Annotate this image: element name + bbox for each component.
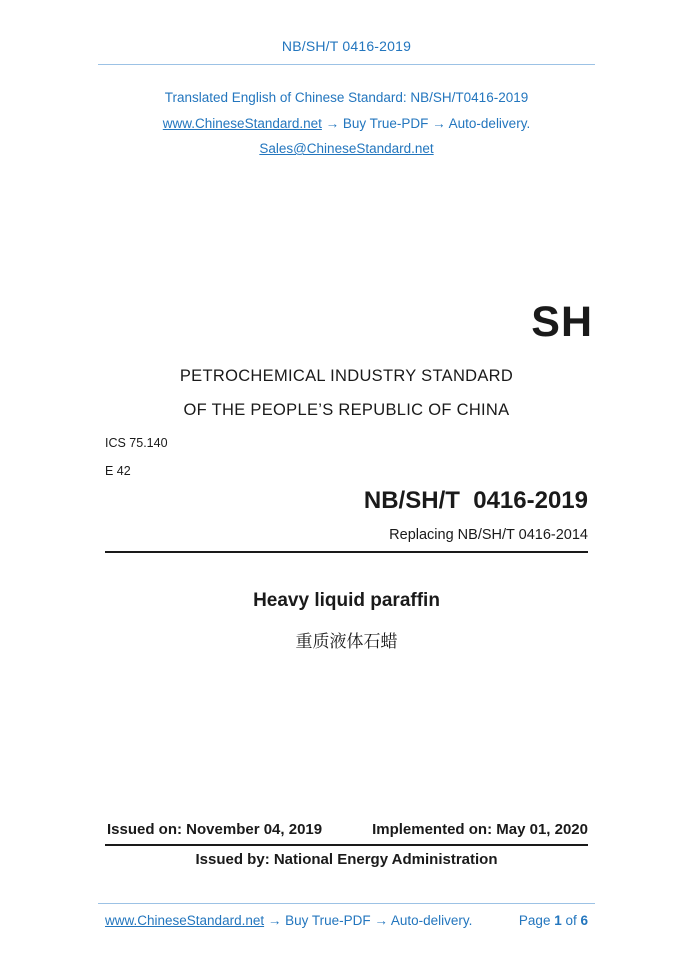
website-link[interactable]: www.ChineseStandard.net	[162, 116, 322, 131]
footer-website-link[interactable]: www.ChineseStandard.net	[105, 913, 265, 928]
issuance-dates-row	[107, 821, 588, 838]
page-current-number: 1	[554, 913, 562, 928]
replacing-note: Replacing NB/SH/T 0416-2014	[389, 527, 588, 543]
header-divider	[98, 64, 595, 65]
standard-type-line2: OF THE PEOPLE’S REPUBLIC OF CHINA	[183, 401, 510, 419]
translation-notice: Translated English of Chinese Standard: NB/SH/T0416-2019	[164, 90, 529, 105]
page-indicator	[519, 913, 588, 928]
standard-title-english: Heavy liquid paraffin	[253, 590, 440, 611]
standard-body-logo: SH	[531, 298, 593, 346]
purchase-notice-text: → Buy True-PDF → Auto-delivery.	[321, 116, 531, 131]
issued-on-date: Issued on: November 04, 2019	[107, 821, 323, 838]
page-footer	[105, 913, 588, 928]
purchase-notice	[0, 116, 693, 131]
standard-title-chinese: 重质液体石蜡	[295, 632, 398, 651]
footer-divider	[98, 903, 595, 904]
footer-purchase-notice	[105, 913, 472, 928]
issuance-divider	[105, 844, 588, 846]
implemented-on-date: Implemented on: May 01, 2020	[372, 821, 588, 838]
masthead-divider	[105, 551, 588, 553]
issuing-authority: Issued by: National Energy Administration	[195, 851, 498, 868]
sales-email-link[interactable]: Sales@ChineseStandard.net	[259, 141, 434, 156]
footer-purchase-text: → Buy True-PDF → Auto-delivery.	[264, 913, 473, 928]
page-of-label: of	[561, 913, 581, 928]
page-header-doc-code: NB/SH/T 0416-2019	[281, 38, 412, 54]
ics-code: ICS 75.140	[105, 436, 168, 450]
page-label: Page	[518, 913, 555, 928]
page-total-number: 6	[580, 913, 588, 928]
classification-code: E 42	[105, 464, 131, 478]
standard-type-line1: PETROCHEMICAL INDUSTRY STANDARD	[179, 367, 514, 385]
standard-number: NB/SH/T 0416-2019	[363, 487, 588, 514]
